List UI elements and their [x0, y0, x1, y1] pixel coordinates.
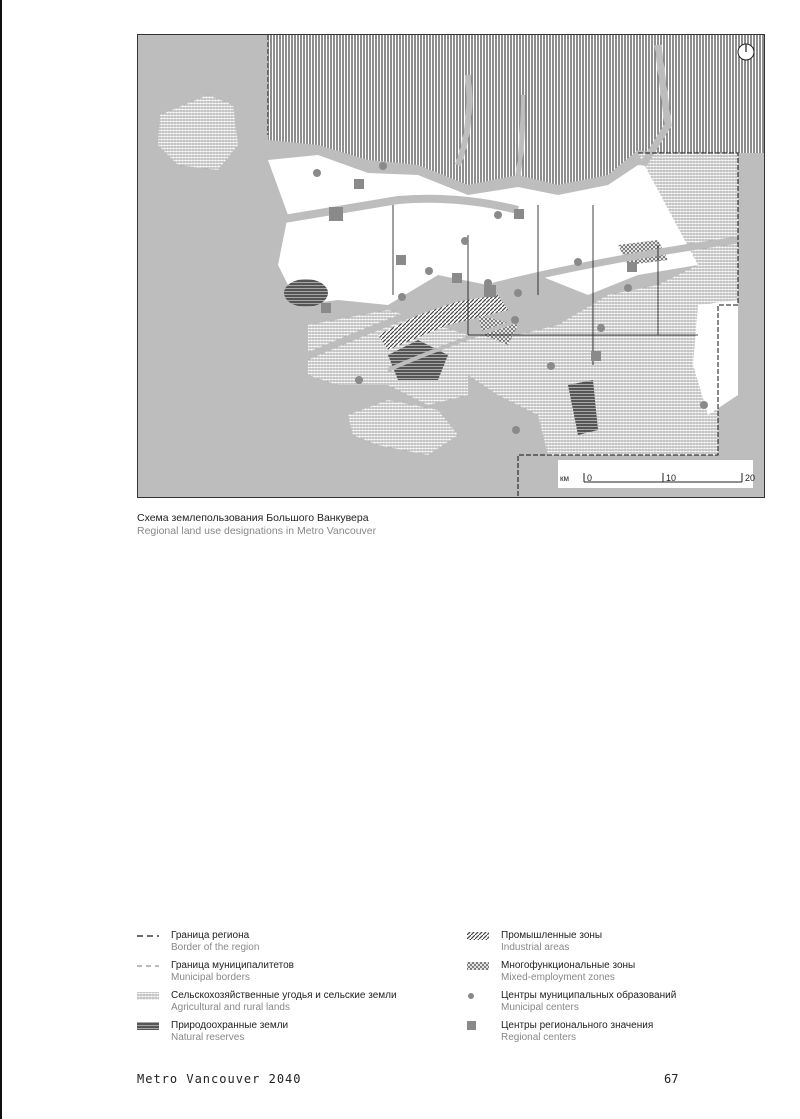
caption-ru: Схема землепользования Большого Ванкувера [137, 512, 369, 524]
legend-item-municipal-centers [467, 990, 787, 1020]
legend-label-en: Mixed-employment zones [501, 972, 615, 983]
legend-item-agricultural [137, 990, 457, 1020]
legend-label-en: Municipal borders [171, 972, 250, 983]
legend-item-regional-centers [467, 1020, 787, 1050]
legend-item-region-border [137, 930, 457, 960]
legend-label-en: Municipal centers [501, 1002, 579, 1013]
legend-column-right [467, 930, 787, 1050]
page-number: 67 [664, 1072, 679, 1086]
legend-column-left [137, 930, 457, 1050]
caption-en: Regional land use designations in Metro Vancouver [137, 525, 377, 537]
page-edge-line [0, 0, 2, 1119]
scale-bar [558, 460, 755, 488]
legend-label-en: Natural reserves [171, 1032, 245, 1043]
legend-label-en: Regional centers [501, 1032, 577, 1043]
legend-label-en: Agricultural and rural lands [171, 1002, 290, 1013]
dash-gray-icon [137, 961, 159, 971]
legend-item-municipal-borders [137, 960, 457, 990]
legend-label-ru: Граница региона [171, 930, 250, 941]
legend-label-ru: Центры муниципальных образований [501, 990, 677, 1001]
legend-item-mixed-employment [467, 960, 787, 990]
legend-item-natural-reserves [137, 1020, 457, 1050]
dash-black-icon [137, 931, 159, 941]
circle-icon [467, 991, 489, 1001]
map-canvas [138, 35, 764, 497]
cross-hatch-icon [467, 961, 489, 971]
legend-item-industrial [467, 930, 787, 960]
legend-label-ru: Природоохранные земли [171, 1020, 289, 1031]
scale-tick-20: 20 [745, 473, 756, 483]
legend-label-ru: Сельскохозяйственные угодья и сельские земли [171, 990, 397, 1001]
legend-label-ru: Многофункциональные зоны [501, 960, 636, 971]
legend-label-ru: Центры регионального значения [501, 1020, 654, 1031]
legend-label-ru: Граница муниципалитетов [171, 960, 294, 971]
legend-label-en: Border of the region [171, 942, 260, 953]
map-caption [137, 512, 537, 538]
land-use-map [137, 34, 765, 498]
fine-hatch-icon [137, 991, 159, 1001]
diagonal-hatch-icon [467, 931, 489, 941]
dense-hatch-icon [137, 1021, 159, 1031]
scale-tick-10: 10 [666, 473, 677, 483]
scale-unit: км [560, 474, 569, 483]
legend-label-en: Industrial areas [501, 942, 570, 953]
footer-title: Metro Vancouver 2040 [137, 1072, 302, 1086]
square-icon [467, 1021, 489, 1031]
scale-tick-0: 0 [587, 473, 593, 483]
legend-label-ru: Промышленные зоны [501, 930, 603, 941]
north-arrow-icon [738, 44, 754, 60]
